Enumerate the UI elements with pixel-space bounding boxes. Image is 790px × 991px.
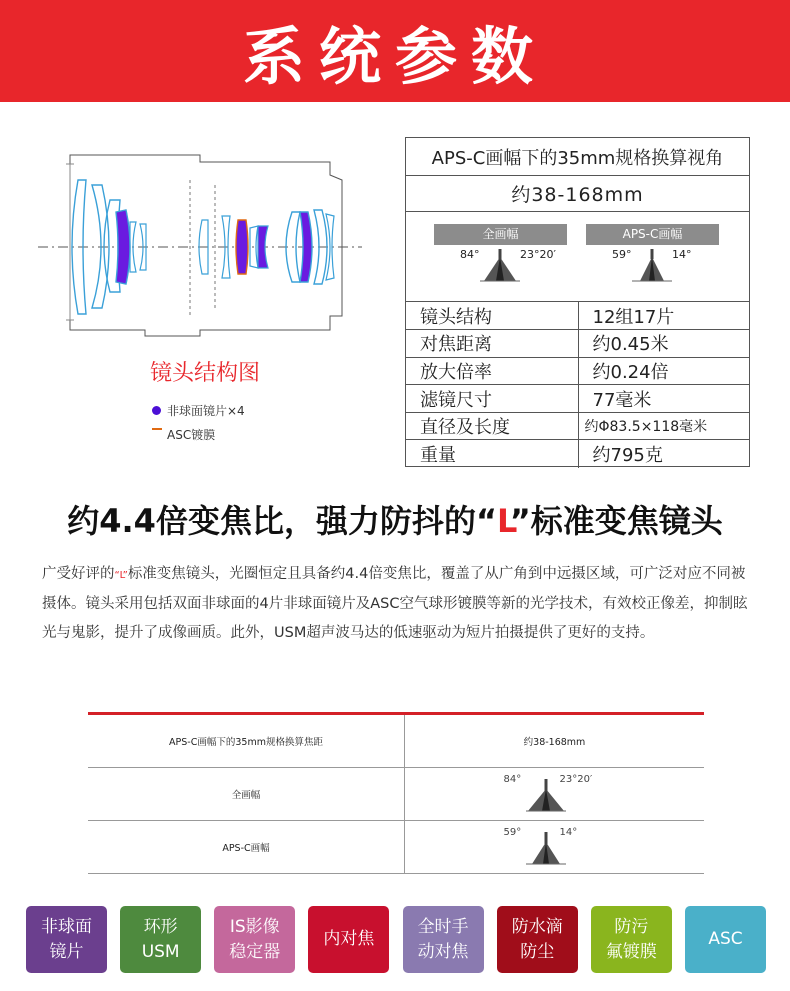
headline-text: 约4.4倍变焦比，强力防抖的“ bbox=[67, 502, 497, 540]
diagram-title: 镜头结构图 bbox=[150, 361, 261, 386]
table-row bbox=[406, 330, 749, 358]
full-frame-angle-icon bbox=[480, 249, 520, 283]
aspherical-dot-icon bbox=[152, 406, 161, 415]
paragraph-text: 标准变焦镜头，光圈恒定且具备约4.4倍变焦比，覆盖了从广角到中远摄区域，可广泛对应不同被摄体。镜头采用包括双面非球面的4片非球面镜片及ASC空气球形镀膜等新的光学技术，有效校正像差，抑制眩光与鬼影，提升了成像画质。此外，USM超声波马达的低速驱动为短片拍摄提供了更好的支持。 bbox=[42, 566, 748, 641]
aps-c-angle-icon bbox=[526, 832, 566, 868]
table-row bbox=[88, 768, 704, 821]
spec-rows bbox=[406, 302, 749, 468]
spec-key: 重量 bbox=[406, 440, 578, 468]
headline-text: ”标准变焦镜头 bbox=[509, 502, 723, 540]
feature-badges bbox=[26, 906, 766, 973]
badge-ring-usm: 环形 USM bbox=[120, 906, 201, 973]
legend-item-asc bbox=[152, 422, 245, 446]
angle-tele: 23°20′ bbox=[520, 248, 556, 261]
legend-label: ASC镀膜 bbox=[167, 427, 216, 442]
badge-inner-focus: 内对焦 bbox=[308, 906, 389, 973]
feature-headline bbox=[0, 496, 790, 542]
paragraph-text: 广受好评的 bbox=[42, 566, 115, 582]
page-title: 系统参数 bbox=[242, 19, 547, 93]
table-row bbox=[406, 357, 749, 385]
angle-tele: 23°20′ bbox=[559, 774, 593, 785]
title-banner bbox=[0, 0, 790, 102]
table-row bbox=[88, 715, 704, 768]
cmp-label: APS-C画幅 bbox=[88, 821, 405, 873]
description-paragraph bbox=[42, 560, 752, 648]
angle-tag: APS-C画幅 bbox=[586, 224, 719, 245]
angle-of-view-row bbox=[406, 212, 749, 302]
angle-wide: 84° bbox=[460, 248, 480, 261]
table-row bbox=[406, 412, 749, 440]
legend-item-aspherical bbox=[152, 398, 245, 422]
cmp-label: 全画幅 bbox=[88, 768, 405, 820]
cmp-angle-cell bbox=[405, 768, 704, 820]
badge-asc: ASC bbox=[685, 906, 766, 973]
spec-value: 约795克 bbox=[592, 445, 663, 467]
spec-key: 滤镜尺寸 bbox=[406, 385, 578, 413]
paragraph-l-mark: “L” bbox=[114, 570, 128, 581]
angle-wide: 59° bbox=[612, 248, 632, 261]
table-row bbox=[406, 302, 749, 330]
table-row bbox=[406, 385, 749, 413]
badge-weather-sealed: 防水滴 防尘 bbox=[497, 906, 578, 973]
spec-table bbox=[405, 137, 750, 467]
table-row bbox=[88, 821, 704, 874]
cmp-angle-cell bbox=[405, 821, 704, 873]
spec-value: 约0.45米 bbox=[578, 330, 749, 358]
spec-header: APS-C画幅下的35mm规格换算视角 bbox=[406, 138, 749, 176]
diagram-legend bbox=[152, 398, 245, 446]
aps-c-angle-icon bbox=[632, 249, 672, 283]
badge-aspherical: 非球面 镜片 bbox=[26, 906, 107, 973]
angle-wide: 59° bbox=[503, 827, 522, 838]
spec-range: 约38-168mm bbox=[406, 176, 749, 212]
spec-value: 77毫米 bbox=[578, 385, 749, 413]
angle-full-frame bbox=[434, 224, 567, 285]
legend-label: 非球面镜片×4 bbox=[167, 403, 245, 418]
angle-tele: 14° bbox=[559, 827, 578, 838]
comparison-table bbox=[88, 712, 704, 874]
spec-value: 约Φ83.5×118毫米 bbox=[578, 412, 749, 440]
cmp-value: 约38-168mm bbox=[523, 737, 586, 748]
spec-value: 12组17片 bbox=[578, 302, 749, 330]
angle-tag: 全画幅 bbox=[434, 224, 567, 245]
spec-key: 镜头结构 bbox=[406, 302, 578, 330]
spec-key: 放大倍率 bbox=[406, 357, 578, 385]
spec-key: 对焦距离 bbox=[406, 330, 578, 358]
spec-value: 约0.24倍 bbox=[578, 357, 749, 385]
asc-dash-icon bbox=[152, 428, 162, 430]
headline-l-mark: L bbox=[496, 502, 510, 540]
table-row bbox=[406, 440, 749, 468]
angle-tele: 14° bbox=[672, 248, 692, 261]
angle-wide: 84° bbox=[503, 774, 522, 785]
spec-key: 直径及长度 bbox=[406, 412, 578, 440]
badge-fluorine-coating: 防污 氟镀膜 bbox=[591, 906, 672, 973]
full-frame-angle-icon bbox=[526, 779, 566, 815]
lens-structure-diagram bbox=[30, 140, 370, 350]
cmp-label: APS-C画幅下的35mm规格换算焦距 bbox=[88, 715, 405, 767]
badge-full-time-mf: 全时手 动对焦 bbox=[403, 906, 484, 973]
badge-is: IS影像 稳定器 bbox=[214, 906, 295, 973]
angle-aps-c bbox=[586, 224, 719, 285]
